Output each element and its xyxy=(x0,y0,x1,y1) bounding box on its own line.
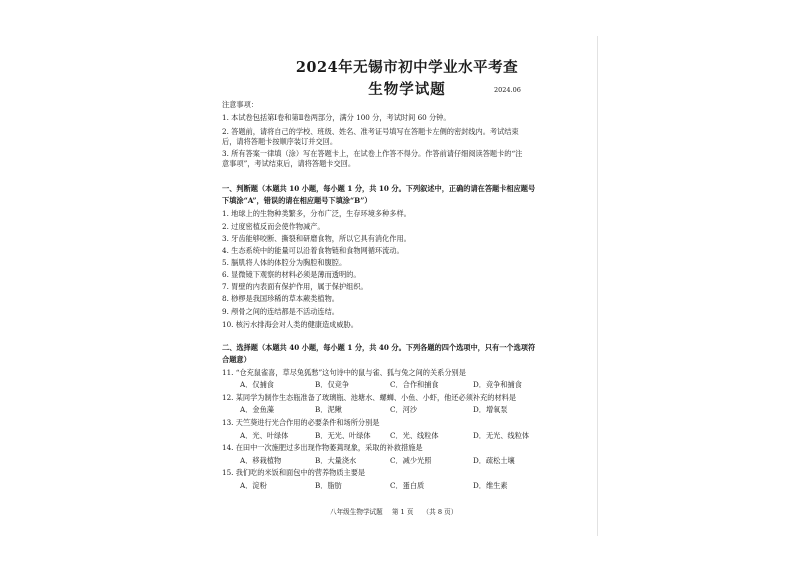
judgment-item: 10. 核污水排海会对人类的健康造成威胁。 xyxy=(222,320,358,329)
option-a: A．光、叶绿体 xyxy=(240,431,289,440)
option-b: B．脂肪 xyxy=(315,481,342,490)
option-c: C．合作和捕食 xyxy=(390,380,439,389)
footer-subject: 八年级生物学试题 xyxy=(330,508,383,516)
section2-heading: 二、选择题（本题共 40 小题，每小题 1 分，共 40 分。下列各题的四个选项中，只有一个选项符 xyxy=(222,343,536,352)
option-b: B．泥鳅 xyxy=(315,405,342,414)
option-d: D．维生素 xyxy=(473,481,508,490)
question-stem: 12. 某同学为制作生态瓶准备了玻璃瓶、池塘水、螺蛳、小鱼、小虾，他还必须补充的材料是 xyxy=(222,393,517,402)
option-d: D．增氧泵 xyxy=(473,405,508,414)
option-b: B．仅竞争 xyxy=(315,380,350,389)
notice-line: 3. 所有答案一律填（涂）写在答题卡上，在试卷上作答不得分。作答前请仔细阅读答题卡的“注 xyxy=(222,149,523,158)
notice-line: 2. 答题前，请将自己的学校、班级、姓名、准考证号填写在答题卡左侧的密封线内。考试结束 xyxy=(222,127,519,136)
option-a: A．移栽植物 xyxy=(240,456,282,465)
question-stem: 11. “仓充鼠雀喜，草尽兔狐愁”这句诗中的鼠与雀、狐与兔之间的关系分别是 xyxy=(222,368,466,377)
option-b: B．大量浇水 xyxy=(315,456,357,465)
judgment-item: 6. 显微镜下观察的材料必须是薄而透明的。 xyxy=(222,270,361,279)
judgment-item: 8. 桫椤是我国珍稀的草本蕨类植物。 xyxy=(222,294,339,303)
judgment-item: 4. 生态系统中的能量可以沿着食物链和食物网循环流动。 xyxy=(222,246,404,255)
section1-heading: 下填涂“A”，错误的请在相应题号下填涂“B”） xyxy=(222,196,372,205)
footer-page-number: 第 1 页 xyxy=(391,508,414,516)
option-d: D．疏松土壤 xyxy=(473,456,515,465)
judgment-item: 7. 胃壁的内表面有保护作用，属于保护组织。 xyxy=(222,282,368,291)
footer-total-pages: （共 8 页） xyxy=(422,508,458,516)
option-a: A．淀粉 xyxy=(240,481,267,490)
option-b: B．无光、叶绿体 xyxy=(315,431,371,440)
paper-edge xyxy=(597,36,598,536)
notice-heading: 注意事项： xyxy=(222,100,258,109)
page-footer xyxy=(330,506,464,516)
section1-heading: 一、判断题（本题共 10 小题，每小题 1 分，共 10 分。下列叙述中，正确的请在答题卡相应题号 xyxy=(222,184,536,193)
section2-heading: 合题意） xyxy=(222,355,251,364)
option-c: C．河沙 xyxy=(390,405,418,414)
notice-line: 意事项”，考试结束后，请将答题卡交回。 xyxy=(222,159,356,168)
judgment-item: 1. 地球上的生物种类繁多，分布广泛，生存环境多种多样。 xyxy=(222,209,411,218)
judgment-item: 9. 颅骨之间的连结都是不活动连结。 xyxy=(222,307,339,316)
exam-subtitle: 生物学试题 xyxy=(368,81,446,98)
option-a: A．仅捕食 xyxy=(240,380,274,389)
option-a: A．金鱼藻 xyxy=(240,405,274,414)
question-stem: 14. 在田中一次施肥过多出现作物萎蔫现象，采取的补救措施是 xyxy=(222,443,423,452)
question-stem: 15. 我们吃的米饭和面包中的营养物质主要是 xyxy=(222,468,366,477)
option-d: D．无光、线粒体 xyxy=(473,431,530,440)
option-c: C．光、线粒体 xyxy=(390,431,439,440)
option-d: D．竞争和捕食 xyxy=(473,380,522,389)
option-c: C．蛋白质 xyxy=(390,481,425,490)
question-stem: 13. 天竺葵进行光合作用的必要条件和场所分别是 xyxy=(222,418,380,427)
notice-line: 后，请将答题卡按顺序装订并交回。 xyxy=(222,137,338,146)
judgment-item: 2. 过度密植反而会使作物减产。 xyxy=(222,222,325,231)
judgment-item: 5. 膈肌将人体的体腔分为胸腔和腹腔。 xyxy=(222,258,347,267)
judgment-item: 3. 牙齿能够咬断、撕裂和研磨食物，所以它具有消化作用。 xyxy=(222,234,411,243)
option-c: C．减少光照 xyxy=(390,456,432,465)
exam-date: 2024.06 xyxy=(494,86,521,94)
notice-line: 1. 本试卷包括第Ⅰ卷和第Ⅱ卷两部分，满分 100 分，考试时间 60 分钟。 xyxy=(222,113,451,122)
exam-title: 2024年无锡市初中学业水平考查 xyxy=(295,59,519,76)
